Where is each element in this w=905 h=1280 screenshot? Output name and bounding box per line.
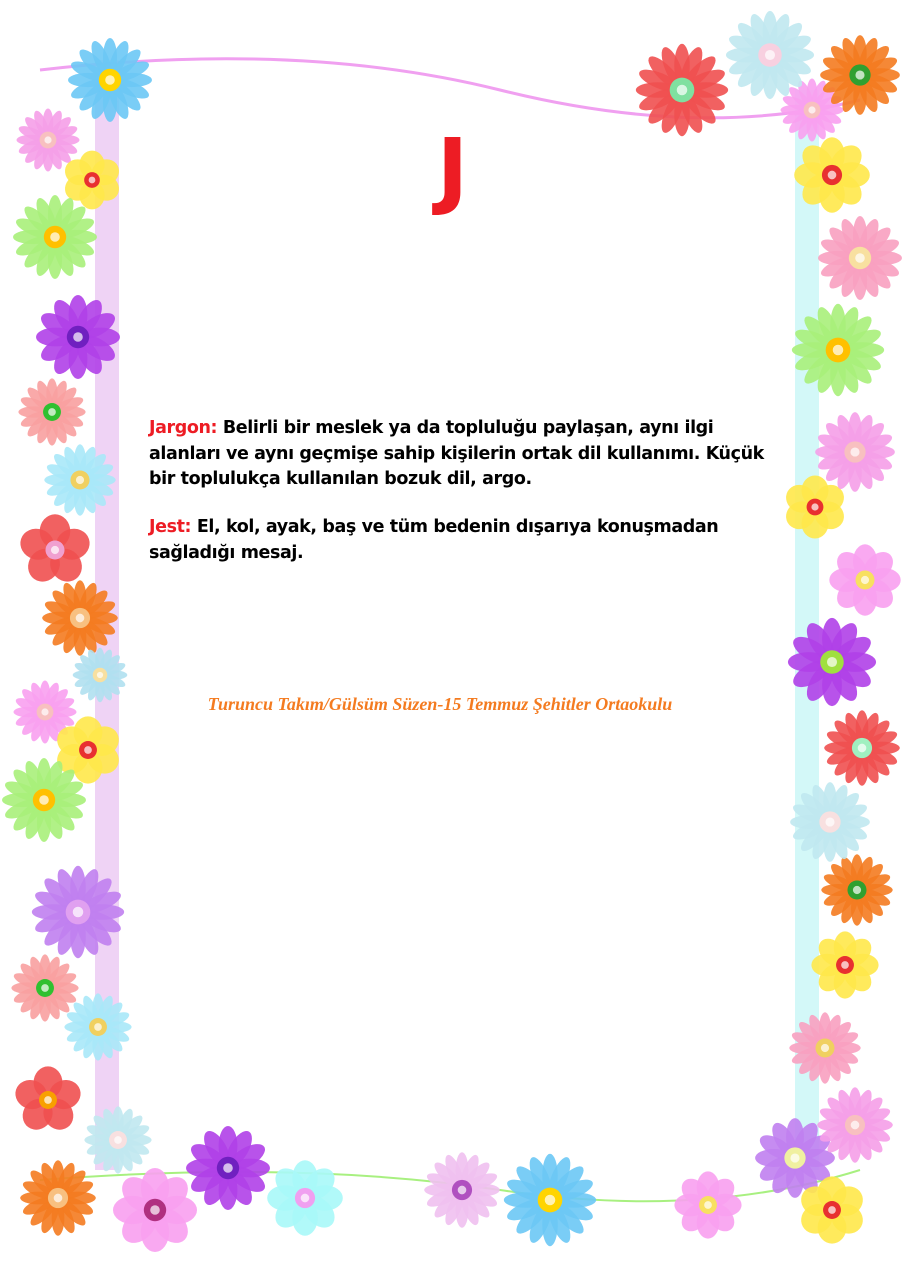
flower-icon xyxy=(20,1160,96,1236)
flower-icon xyxy=(84,1106,151,1173)
flower-icon xyxy=(18,378,85,445)
entry-jargon xyxy=(149,416,789,493)
flower-icon xyxy=(815,412,895,492)
flower-icon xyxy=(42,580,118,656)
page-heading-letter: J xyxy=(436,120,469,218)
flower-icon xyxy=(186,1126,270,1210)
flower-icon xyxy=(674,1171,741,1238)
flower-icon xyxy=(32,866,124,958)
flower-icon xyxy=(817,1087,893,1163)
entry-term: Jargon: xyxy=(149,418,218,438)
entry-definition: Belirli bir meslek ya da topluluğu paylaşan, aynı ilgi alanları ve aynı geçmişe sahip kişilerin ortak dil kullanımı. Küçük bir toplulukça kullanılan bozuk dil, argo. xyxy=(149,418,764,489)
flower-icon xyxy=(267,1160,343,1236)
flower-icon xyxy=(792,304,884,396)
flower-icon xyxy=(16,514,93,588)
flower-icon xyxy=(424,1152,500,1228)
entry-definition: El, kol, ayak, baş ve tüm bedenin dışarıya konuşmadan sağladığı mesaj. xyxy=(149,517,719,563)
flower-icon xyxy=(824,710,900,786)
author-credit: Turuncu Takım/Gülsüm Süzen-15 Temmuz Şehitler Ortaokulu xyxy=(207,694,673,714)
flower-icon xyxy=(818,216,902,300)
flower-icon xyxy=(504,1154,596,1246)
flower-icon xyxy=(11,954,78,1021)
flower-icon xyxy=(12,1066,85,1135)
flower-icon xyxy=(64,993,131,1060)
flower-icon xyxy=(2,758,86,842)
flower-icon xyxy=(821,854,892,925)
flower-icon xyxy=(790,782,870,862)
entry-term: Jest: xyxy=(149,517,192,537)
flower-icon xyxy=(44,444,115,515)
flower-icon xyxy=(820,35,900,115)
flower-icon xyxy=(113,1168,197,1252)
flower-icon xyxy=(789,1012,860,1083)
flower-icon xyxy=(726,11,814,99)
entry-jest xyxy=(149,515,789,566)
flower-icon xyxy=(811,931,878,998)
flower-icon xyxy=(829,544,900,615)
flower-icon xyxy=(68,38,152,122)
